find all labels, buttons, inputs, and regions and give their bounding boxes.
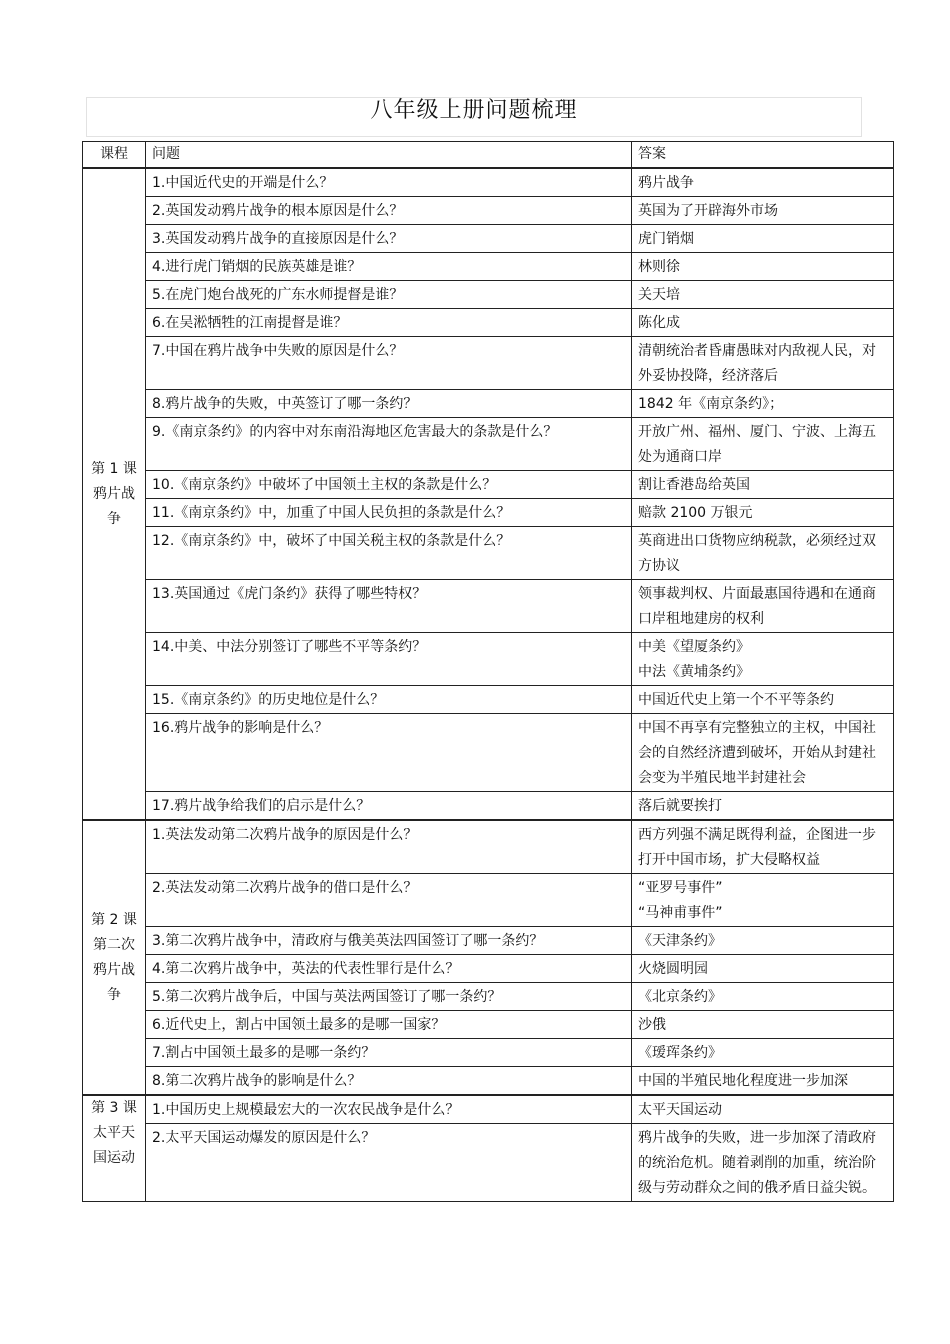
- answer-cell: 领事裁判权、片面最惠国待遇和在通商口岸租地建房的权利: [632, 580, 894, 633]
- question-cell: 4.进行虎门销烟的民族英雄是谁？: [146, 253, 632, 281]
- question-cell: 6.在吴淞牺牲的江南提督是谁？: [146, 309, 632, 337]
- table-row: [83, 418, 894, 471]
- table-row: [83, 1095, 894, 1124]
- table-row: [83, 927, 894, 955]
- question-cell: 2.英法发动第二次鸦片战争的借口是什么？: [146, 874, 632, 927]
- question-cell: 5.第二次鸦片战争后，中国与英法两国签订了哪一条约？: [146, 983, 632, 1011]
- answer-cell: 林则徐: [632, 253, 894, 281]
- table-row: [83, 197, 894, 225]
- table-row: [83, 633, 894, 686]
- answer-cell: 火烧圆明园: [632, 955, 894, 983]
- table-body: [83, 168, 894, 1202]
- question-cell: 13.英国通过《虎门条约》获得了哪些特权？: [146, 580, 632, 633]
- answer-cell: 中美《望厦条约》 中法《黄埔条约》: [632, 633, 894, 686]
- lesson-cell: 第 1 课 鸦片战争: [83, 168, 146, 820]
- table-row: [83, 792, 894, 821]
- table-row: [83, 1011, 894, 1039]
- table-row: [83, 471, 894, 499]
- answer-cell: 陈化成: [632, 309, 894, 337]
- question-cell: 14.中美、中法分别签订了哪些不平等条约？: [146, 633, 632, 686]
- table-row: [83, 874, 894, 927]
- answer-cell: 落后就要挨打: [632, 792, 894, 821]
- answer-cell: 《天津条约》: [632, 927, 894, 955]
- qa-table: [82, 141, 894, 1202]
- answer-cell: 割让香港岛给英国: [632, 471, 894, 499]
- table-row: [83, 499, 894, 527]
- question-cell: 7.中国在鸦片战争中失败的原因是什么？: [146, 337, 632, 390]
- question-cell: 17.鸦片战争给我们的启示是什么？: [146, 792, 632, 821]
- question-cell: 8.鸦片战争的失败，中英签订了哪一条约？: [146, 390, 632, 418]
- answer-cell: 虎门销烟: [632, 225, 894, 253]
- question-cell: 3.英国发动鸦片战争的直接原因是什么？: [146, 225, 632, 253]
- table-row: [83, 225, 894, 253]
- question-cell: 5.在虎门炮台战死的广东水师提督是谁？: [146, 281, 632, 309]
- answer-cell: 西方列强不满足既得利益，企图进一步打开中国市场，扩大侵略权益: [632, 820, 894, 874]
- question-cell: 11.《南京条约》中，加重了中国人民负担的条款是什么？: [146, 499, 632, 527]
- lesson-cell: 第 2 课 第二次鸦片战争: [83, 820, 146, 1095]
- question-cell: 2.英国发动鸦片战争的根本原因是什么？: [146, 197, 632, 225]
- answer-cell: 清朝统治者昏庸愚昧对内敌视人民，对外妥协投降，经济落后: [632, 337, 894, 390]
- table-row: [83, 686, 894, 714]
- answer-cell: 沙俄: [632, 1011, 894, 1039]
- question-cell: 1.中国历史上规模最宏大的一次农民战争是什么？: [146, 1095, 632, 1124]
- question-cell: 4.第二次鸦片战争中，英法的代表性罪行是什么？: [146, 955, 632, 983]
- table-row: [83, 309, 894, 337]
- answer-cell: 赔款 2100 万银元: [632, 499, 894, 527]
- table-row: [83, 281, 894, 309]
- table-row: [83, 1067, 894, 1096]
- table-row: [83, 168, 894, 197]
- table-row: [83, 390, 894, 418]
- table-row: [83, 527, 894, 580]
- answer-cell: 《瑷珲条约》: [632, 1039, 894, 1067]
- page-title: 八年级上册问题梳理: [370, 98, 578, 123]
- header-lesson: 课程: [83, 142, 146, 169]
- question-cell: 9.《南京条约》的内容中对东南沿海地区危害最大的条款是什么？: [146, 418, 632, 471]
- question-cell: 1.英法发动第二次鸦片战争的原因是什么？: [146, 820, 632, 874]
- table-row: [83, 820, 894, 874]
- answer-cell: 关天培: [632, 281, 894, 309]
- answer-cell: 《北京条约》: [632, 983, 894, 1011]
- table-row: [83, 955, 894, 983]
- question-cell: 8.第二次鸦片战争的影响是什么？: [146, 1067, 632, 1096]
- question-cell: 7.割占中国领土最多的是哪一条约？: [146, 1039, 632, 1067]
- question-cell: 10.《南京条约》中破坏了中国领土主权的条款是什么？: [146, 471, 632, 499]
- header-answer: 答案: [632, 142, 894, 169]
- lesson-cell: 第 3 课 太平天国运动: [83, 1095, 146, 1202]
- question-cell: 2.太平天国运动爆发的原因是什么？: [146, 1124, 632, 1202]
- answer-cell: 英国为了开辟海外市场: [632, 197, 894, 225]
- answer-cell: 太平天国运动: [632, 1095, 894, 1124]
- question-cell: 16.鸦片战争的影响是什么？: [146, 714, 632, 792]
- table-header: [83, 142, 894, 169]
- table-row: [83, 580, 894, 633]
- header-question: 问题: [146, 142, 632, 169]
- answer-cell: 鸦片战争: [632, 168, 894, 197]
- answer-cell: “亚罗号事件” “马神甫事件”: [632, 874, 894, 927]
- table-row: [83, 1039, 894, 1067]
- question-cell: 1.中国近代史的开端是什么？: [146, 168, 632, 197]
- table-row: [83, 337, 894, 390]
- table-row: [83, 1124, 894, 1202]
- question-cell: 15.《南京条约》的历史地位是什么？: [146, 686, 632, 714]
- answer-cell: 中国的半殖民地化程度进一步加深: [632, 1067, 894, 1096]
- answer-cell: 1842 年《南京条约》；: [632, 390, 894, 418]
- table-row: [83, 714, 894, 792]
- answer-cell: 鸦片战争的失败，进一步加深了清政府的统治危机。随着剥削的加重，统治阶级与劳动群众之间的俄矛盾日益尖锐。: [632, 1124, 894, 1202]
- table-row: [83, 983, 894, 1011]
- answer-cell: 英商进出口货物应纳税款，必须经过双方协议: [632, 527, 894, 580]
- table-row: [83, 253, 894, 281]
- question-cell: 12.《南京条约》中，破坏了中国关税主权的条款是什么？: [146, 527, 632, 580]
- answer-cell: 开放广州、福州、厦门、宁波、上海五处为通商口岸: [632, 418, 894, 471]
- answer-cell: 中国近代史上第一个不平等条约: [632, 686, 894, 714]
- question-cell: 3.第二次鸦片战争中，清政府与俄美英法四国签订了哪一条约？: [146, 927, 632, 955]
- answer-cell: 中国不再享有完整独立的主权，中国社会的自然经济遭到破坏，开始从封建社会变为半殖民地半封建社会: [632, 714, 894, 792]
- question-cell: 6.近代史上，割占中国领土最多的是哪一国家？: [146, 1011, 632, 1039]
